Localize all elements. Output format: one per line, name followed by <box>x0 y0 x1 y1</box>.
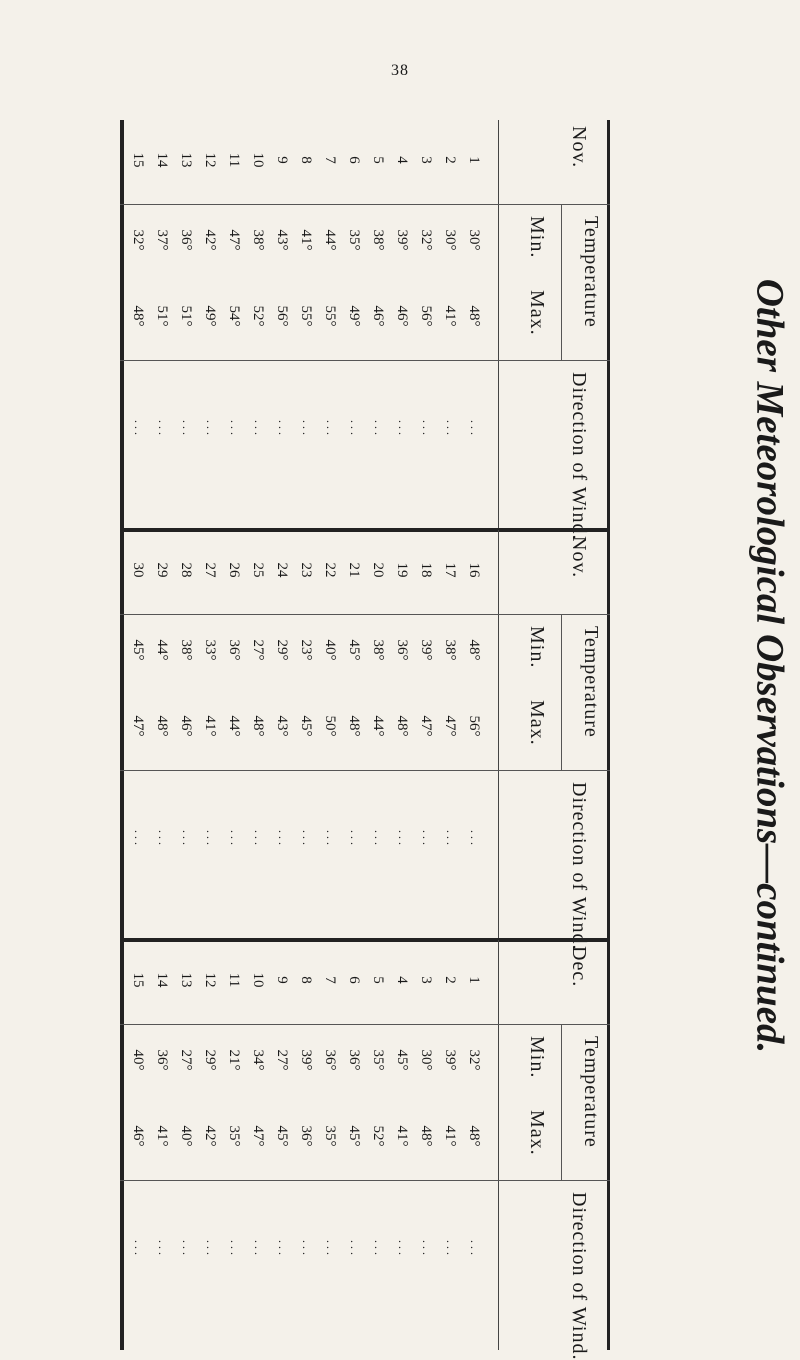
max-cell: 46° <box>370 305 386 327</box>
day-cell: 10 <box>250 152 266 168</box>
table-row <box>372 940 386 1350</box>
day-cell: 10 <box>250 972 266 988</box>
month-label: Nov. <box>568 536 590 579</box>
wind-cell: ... <box>300 1240 314 1258</box>
section-header <box>498 120 610 541</box>
temperature-label: Temperature <box>580 216 602 328</box>
day-cell: 21 <box>346 562 362 578</box>
wind-cell: ... <box>252 420 266 438</box>
day-cell: 14 <box>154 972 170 988</box>
table-row <box>276 940 290 1350</box>
max-cell: 48° <box>250 715 266 737</box>
wind-cell: ... <box>180 420 194 438</box>
max-cell: 52° <box>250 305 266 327</box>
day-cell: 26 <box>226 562 242 578</box>
month-section <box>120 120 610 541</box>
table-row <box>180 940 194 1350</box>
table-row <box>300 530 314 940</box>
wind-cell: ... <box>372 1240 386 1258</box>
min-cell: 40° <box>322 639 338 661</box>
min-cell: 36° <box>322 1049 338 1071</box>
min-cell: 38° <box>178 639 194 661</box>
max-cell: 51° <box>178 305 194 327</box>
wind-cell: ... <box>396 420 410 438</box>
temperature-label: Temperature <box>580 1036 602 1148</box>
max-label: Max. <box>526 290 548 336</box>
day-cell: 16 <box>466 562 482 578</box>
max-cell: 48° <box>394 715 410 737</box>
min-cell: 38° <box>442 639 458 661</box>
table-row <box>204 120 218 530</box>
month-section <box>120 940 610 1360</box>
table-row <box>348 940 362 1350</box>
wind-cell: ... <box>204 1240 218 1258</box>
table-row <box>252 940 266 1350</box>
max-cell: 44° <box>370 715 386 737</box>
max-cell: 41° <box>394 1125 410 1147</box>
max-cell: 48° <box>346 715 362 737</box>
section-header <box>498 530 610 951</box>
max-cell: 46° <box>178 715 194 737</box>
section-header <box>498 940 610 1360</box>
wind-cell: ... <box>420 420 434 438</box>
table-row <box>468 940 482 1350</box>
page-number: 38 <box>391 62 409 79</box>
min-cell: 47° <box>226 229 242 251</box>
min-cell: 45° <box>130 639 146 661</box>
max-cell: 49° <box>346 305 362 327</box>
min-cell: 44° <box>322 229 338 251</box>
wind-cell: ... <box>276 420 290 438</box>
min-cell: 32° <box>130 229 146 251</box>
max-cell: 48° <box>154 715 170 737</box>
min-cell: 27° <box>178 1049 194 1071</box>
min-cell: 23° <box>298 639 314 661</box>
min-cell: 43° <box>274 229 290 251</box>
min-cell: 39° <box>442 1049 458 1071</box>
day-cell: 24 <box>274 562 290 578</box>
wind-cell: ... <box>444 1240 458 1258</box>
wind-cell: ... <box>228 1240 242 1258</box>
wind-cell: ... <box>468 1240 482 1258</box>
wind-cell: ... <box>324 830 338 848</box>
max-cell: 55° <box>322 305 338 327</box>
wind-cell: ... <box>132 830 146 848</box>
min-cell: 32° <box>466 1049 482 1071</box>
wind-cell: ... <box>156 420 170 438</box>
wind-cell: ... <box>180 1240 194 1258</box>
day-cell: 2 <box>442 976 458 984</box>
table-row <box>204 530 218 940</box>
day-cell: 6 <box>346 976 362 984</box>
min-cell: 35° <box>346 229 362 251</box>
max-cell: 40° <box>178 1125 194 1147</box>
wind-cell: ... <box>348 420 362 438</box>
min-cell: 39° <box>418 639 434 661</box>
table-row <box>204 940 218 1350</box>
max-label: Max. <box>526 1110 548 1156</box>
day-cell: 23 <box>298 562 314 578</box>
min-cell: 48° <box>466 639 482 661</box>
min-cell: 39° <box>298 1049 314 1071</box>
month-label: Nov. <box>568 126 590 169</box>
wind-cell: ... <box>396 830 410 848</box>
min-cell: 29° <box>274 639 290 661</box>
max-cell: 50° <box>322 715 338 737</box>
day-cell: 18 <box>418 562 434 578</box>
table-row <box>444 530 458 940</box>
temperature-rule <box>561 614 562 770</box>
wind-cell: ... <box>324 420 338 438</box>
min-cell: 36° <box>226 639 242 661</box>
max-cell: 48° <box>418 1125 434 1147</box>
table-row <box>300 940 314 1350</box>
max-cell: 44° <box>226 715 242 737</box>
max-cell: 42° <box>202 1125 218 1147</box>
max-cell: 51° <box>154 305 170 327</box>
wind-label: Direction of Wind. <box>568 372 590 541</box>
table-row <box>228 530 242 940</box>
day-cell: 12 <box>202 972 218 988</box>
min-label: Min. <box>526 1036 548 1079</box>
wind-cell: ... <box>156 830 170 848</box>
min-label: Min. <box>526 626 548 669</box>
table-row <box>252 530 266 940</box>
day-cell: 2 <box>442 156 458 164</box>
min-cell: 45° <box>394 1049 410 1071</box>
wind-cell: ... <box>372 420 386 438</box>
table-row <box>324 120 338 530</box>
day-cell: 13 <box>178 972 194 988</box>
max-cell: 48° <box>130 305 146 327</box>
min-cell: 45° <box>346 639 362 661</box>
max-cell: 41° <box>202 715 218 737</box>
day-cell: 28 <box>178 562 194 578</box>
min-cell: 40° <box>130 1049 146 1071</box>
min-cell: 34° <box>250 1049 266 1071</box>
day-cell: 3 <box>418 976 434 984</box>
day-cell: 7 <box>322 156 338 164</box>
min-cell: 27° <box>274 1049 290 1071</box>
table-row <box>252 120 266 530</box>
wind-cell: ... <box>132 420 146 438</box>
max-cell: 54° <box>226 305 242 327</box>
min-cell: 30° <box>466 229 482 251</box>
min-cell: 41° <box>298 229 314 251</box>
day-cell: 3 <box>418 156 434 164</box>
table-row <box>180 120 194 530</box>
max-cell: 48° <box>466 1125 482 1147</box>
max-cell: 52° <box>370 1125 386 1147</box>
table-row <box>420 940 434 1350</box>
min-cell: 32° <box>418 229 434 251</box>
wind-label: Direction of Wind. <box>568 1192 590 1360</box>
min-cell: 37° <box>154 229 170 251</box>
table-row <box>468 120 482 530</box>
day-cell: 7 <box>322 976 338 984</box>
max-cell: 56° <box>466 715 482 737</box>
max-cell: 45° <box>298 715 314 737</box>
day-cell: 17 <box>442 562 458 578</box>
day-cell: 6 <box>346 156 362 164</box>
max-cell: 35° <box>226 1125 242 1147</box>
max-cell: 46° <box>394 305 410 327</box>
wind-cell: ... <box>396 1240 410 1258</box>
max-cell: 48° <box>466 305 482 327</box>
wind-cell: ... <box>252 1240 266 1258</box>
table-row <box>372 530 386 940</box>
wind-cell: ... <box>228 830 242 848</box>
day-cell: 14 <box>154 152 170 168</box>
wind-cell: ... <box>276 1240 290 1258</box>
day-cell: 8 <box>298 156 314 164</box>
table-row <box>396 120 410 530</box>
temperature-rule <box>561 1024 562 1180</box>
max-cell: 56° <box>274 305 290 327</box>
max-cell: 46° <box>130 1125 146 1147</box>
observation-table <box>120 120 610 1360</box>
wind-cell: ... <box>300 420 314 438</box>
max-cell: 55° <box>298 305 314 327</box>
max-cell: 41° <box>442 1125 458 1147</box>
table-row <box>396 940 410 1350</box>
wind-cell: ... <box>156 1240 170 1258</box>
month-section <box>120 530 610 951</box>
min-cell: 38° <box>250 229 266 251</box>
day-cell: 13 <box>178 152 194 168</box>
wind-cell: ... <box>348 1240 362 1258</box>
table-row <box>420 530 434 940</box>
table-row <box>324 530 338 940</box>
table-row <box>444 120 458 530</box>
table-row <box>132 530 146 940</box>
max-label: Max. <box>526 700 548 746</box>
min-cell: 38° <box>370 229 386 251</box>
min-cell: 44° <box>154 639 170 661</box>
table-row <box>156 530 170 940</box>
wind-cell: ... <box>324 1240 338 1258</box>
day-cell: 1 <box>466 976 482 984</box>
temperature-label: Temperature <box>580 626 602 738</box>
wind-cell: ... <box>132 1240 146 1258</box>
max-cell: 47° <box>250 1125 266 1147</box>
table-row <box>300 120 314 530</box>
table-row <box>132 120 146 530</box>
max-cell: 47° <box>418 715 434 737</box>
min-cell: 29° <box>202 1049 218 1071</box>
wind-cell: ... <box>348 830 362 848</box>
day-cell: 11 <box>226 972 242 988</box>
min-cell: 36° <box>346 1049 362 1071</box>
day-cell: 12 <box>202 152 218 168</box>
table-row <box>348 530 362 940</box>
day-cell: 25 <box>250 562 266 578</box>
day-cell: 15 <box>130 152 146 168</box>
day-cell: 9 <box>274 976 290 984</box>
day-cell: 5 <box>370 156 386 164</box>
min-cell: 21° <box>226 1049 242 1071</box>
table-row <box>372 120 386 530</box>
wind-label: Direction of Wind. <box>568 782 590 951</box>
day-cell: 15 <box>130 972 146 988</box>
wind-cell: ... <box>420 1240 434 1258</box>
table-row <box>180 530 194 940</box>
max-cell: 41° <box>154 1125 170 1147</box>
table-row <box>228 120 242 530</box>
min-label: Min. <box>526 216 548 259</box>
table-row <box>444 940 458 1350</box>
table-row <box>396 530 410 940</box>
wind-cell: ... <box>468 830 482 848</box>
day-cell: 22 <box>322 562 338 578</box>
temperature-rule <box>561 204 562 360</box>
table-row <box>228 940 242 1350</box>
min-cell: 36° <box>154 1049 170 1071</box>
min-cell: 38° <box>370 639 386 661</box>
table-row <box>468 530 482 940</box>
table-row <box>156 940 170 1350</box>
max-cell: 45° <box>274 1125 290 1147</box>
min-cell: 42° <box>202 229 218 251</box>
min-cell: 30° <box>442 229 458 251</box>
wind-cell: ... <box>444 420 458 438</box>
day-cell: 27 <box>202 562 218 578</box>
day-cell: 29 <box>154 562 170 578</box>
min-cell: 39° <box>394 229 410 251</box>
table-row <box>276 120 290 530</box>
day-cell: 30 <box>130 562 146 578</box>
day-cell: 5 <box>370 976 386 984</box>
max-cell: 36° <box>298 1125 314 1147</box>
wind-cell: ... <box>204 830 218 848</box>
min-cell: 30° <box>418 1049 434 1071</box>
day-cell: 11 <box>226 152 242 168</box>
min-cell: 35° <box>370 1049 386 1071</box>
day-cell: 1 <box>466 156 482 164</box>
wind-cell: ... <box>204 420 218 438</box>
wind-cell: ... <box>228 420 242 438</box>
wind-cell: ... <box>420 830 434 848</box>
table-row <box>324 940 338 1350</box>
wind-cell: ... <box>372 830 386 848</box>
table-row <box>348 120 362 530</box>
wind-cell: ... <box>180 830 194 848</box>
wind-cell: ... <box>252 830 266 848</box>
wind-cell: ... <box>300 830 314 848</box>
max-cell: 41° <box>442 305 458 327</box>
day-cell: 9 <box>274 156 290 164</box>
min-cell: 36° <box>178 229 194 251</box>
day-cell: 20 <box>370 562 386 578</box>
table-row <box>132 940 146 1350</box>
max-cell: 43° <box>274 715 290 737</box>
wind-cell: ... <box>444 830 458 848</box>
max-cell: 45° <box>346 1125 362 1147</box>
month-label: Dec. <box>568 946 590 988</box>
day-cell: 8 <box>298 976 314 984</box>
max-cell: 56° <box>418 305 434 327</box>
table-row <box>276 530 290 940</box>
min-cell: 27° <box>250 639 266 661</box>
max-cell: 49° <box>202 305 218 327</box>
max-cell: 35° <box>322 1125 338 1147</box>
min-cell: 33° <box>202 639 218 661</box>
day-cell: 4 <box>394 976 410 984</box>
min-cell: 36° <box>394 639 410 661</box>
wind-cell: ... <box>468 420 482 438</box>
day-cell: 19 <box>394 562 410 578</box>
wind-cell: ... <box>276 830 290 848</box>
side-title: Other Meteorological Observations—continued. <box>748 278 792 1054</box>
table-row <box>420 120 434 530</box>
max-cell: 47° <box>442 715 458 737</box>
table-row <box>156 120 170 530</box>
day-cell: 4 <box>394 156 410 164</box>
max-cell: 47° <box>130 715 146 737</box>
